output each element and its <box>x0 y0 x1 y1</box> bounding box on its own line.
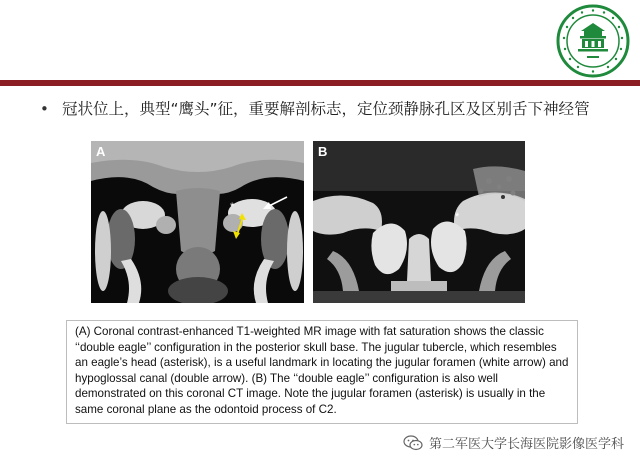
watermark-text: 第二军医大学长海医院影像医学科 <box>428 437 624 452</box>
asterisk-marker-b: * <box>455 211 460 223</box>
mr-image-panel-a <box>91 141 304 303</box>
bullet-text: 冠状位上，典型“鹰头”征，重要解剖标志，定位颈静脉孔区及区别舌下神经管 <box>62 100 590 118</box>
bullet-point <box>40 99 600 119</box>
asterisk-marker-a: * <box>230 201 235 213</box>
source-watermark <box>403 433 624 452</box>
hospital-seal-logo <box>556 4 630 78</box>
figure-caption: (A) Coronal contrast-enhanced T1-weighted MR image with fat saturation shows the classic ‘‘double eagle’’ configuration in the posterior skull base. The jugular tubercle, which resembles an eagle’s head (asterisk), is a useful landmark in locating the jugular foramen (white arrow) and hypoglossal canal (double arrow). (B) The ‘‘double eagle’’ configuration is also well demonstrated on this coronal CT image. Note the jugular foramen (asterisk) is usually in the same coronal plane as the odontoid process of C2. <box>66 320 578 424</box>
ct-image-graphic <box>313 141 525 303</box>
panel-a-label: A <box>96 144 106 159</box>
wechat-icon <box>403 435 423 451</box>
bullet-marker: • <box>40 100 49 118</box>
header-rule <box>0 80 640 86</box>
ct-image-panel-b <box>313 141 525 303</box>
panel-b-label: B <box>318 144 328 159</box>
mr-image-graphic <box>91 141 304 303</box>
